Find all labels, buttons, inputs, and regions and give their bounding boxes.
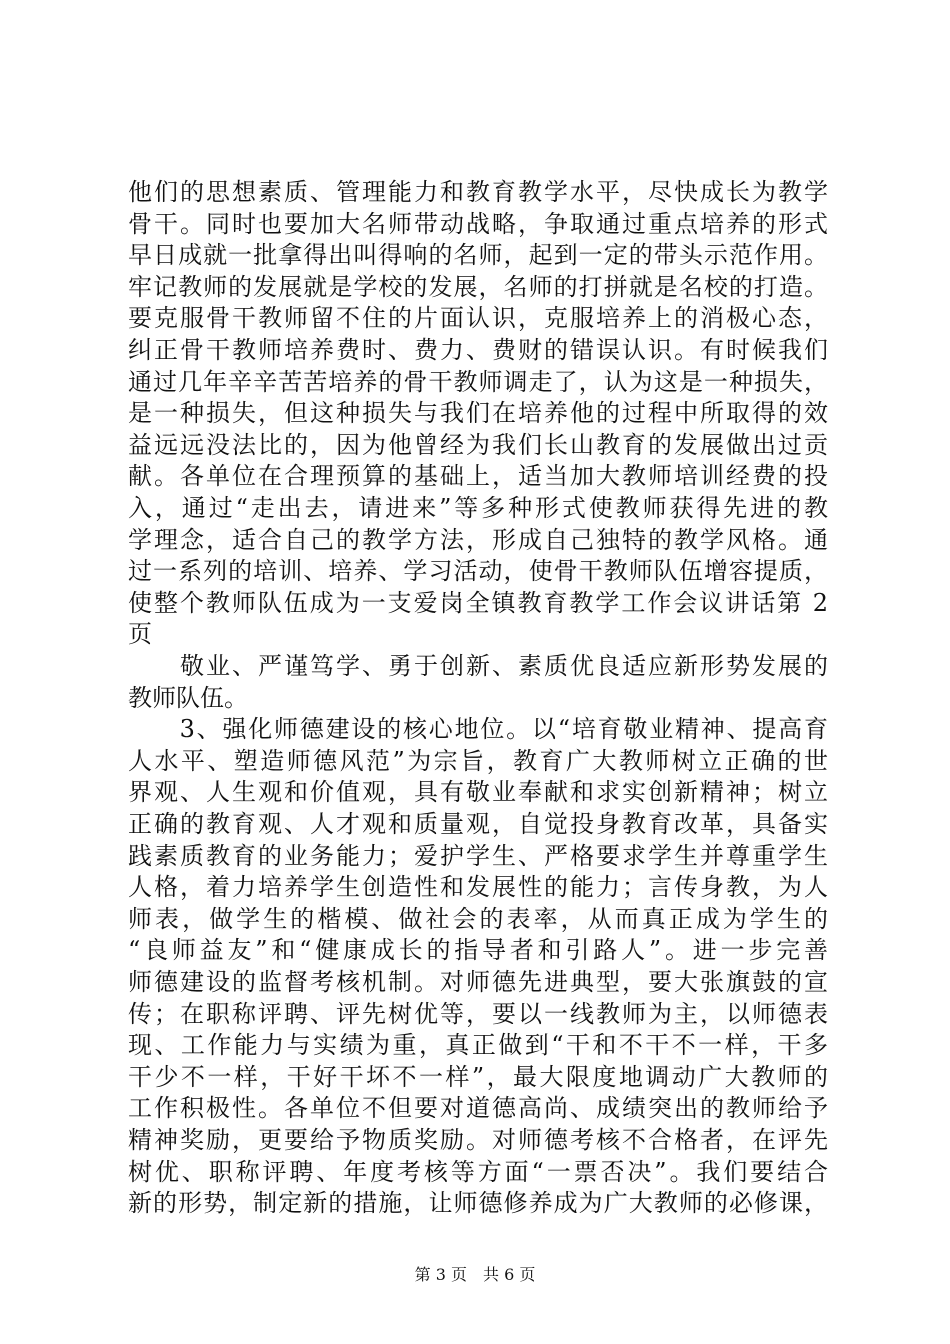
text-line: 早日成就一批拿得出叫得响的名师，起到一定的带头示范作用。	[128, 241, 830, 270]
text-line: 骨干。同时也要加大名师带动战略，争取通过重点培养的形式	[128, 209, 830, 238]
text-line: 人格，着力培养学生创造性和发展性的能力；言传身教，为人	[128, 873, 830, 902]
text-line: 学理念，适合自己的教学方法，形成自己独特的教学风格。通	[128, 525, 830, 554]
text-line: 是一种损失，但这种损失与我们在培养他的过程中所取得的效	[128, 399, 830, 428]
text-line: 干少不一样，干好干坏不一样”，最大限度地调动广大教师的	[128, 1062, 831, 1091]
text-line: 他们的思想素质、管理能力和教育教学水平，尽快成长为教学	[128, 178, 830, 206]
text-line: 师德建设的监督考核机制。对师德先进典型，要大张旗鼓的宣	[128, 968, 830, 996]
text-line: 践素质教育的业务能力；爱护学生、严格要求学生并尊重学生	[128, 841, 830, 870]
text-line: 界观、人生观和价值观，具有敬业奉献和求实创新精神；树立	[128, 778, 830, 807]
text-line: 师表，做学生的楷模、做社会的表率，从而真正成为学生的	[128, 904, 832, 933]
text-line: “良师益友”和“健康成长的指导者和引路人”。进一步完善	[128, 936, 832, 965]
text-line: 要克服骨干教师留不住的片面认识，克服培养上的消极心态，	[128, 304, 830, 333]
text-line: 献。各单位在合理预算的基础上，适当加大教师培训经费的投	[128, 462, 830, 491]
text-line: 工作积极性。各单位不但要对道德高尚、成绩突出的教师给予	[128, 1094, 830, 1123]
text-line: 过一系列的培训、培养、学习活动，使骨干教师队伍增容提质，	[128, 557, 830, 586]
text-line: 入，通过“走出去，请进来”等多种形式使教师获得先进的教	[128, 494, 831, 522]
text-line: 教师队伍。	[128, 683, 248, 712]
text-line: 人水平、塑造师德风范”为宗旨，教育广大教师树立正确的世	[128, 746, 831, 775]
text-line: 正确的教育观、人才观和质量观，自觉投身教育改革，具备实	[128, 810, 830, 838]
text-line: 3、强化师德建设的核心地位。以“培育敬业精神、提高育	[128, 715, 830, 744]
text-line: 新的形势，制定新的措施，让师德修养成为广大教师的必修课，	[128, 1189, 830, 1218]
text-line: 传；在职称评聘、评先树优等，要以一线教师为主，以师德表	[128, 999, 830, 1028]
text-line: 页	[128, 620, 152, 649]
text-line: 现、工作能力与实绩为重，真正做到“干和不干不一样，干多	[128, 1031, 831, 1060]
text-line: 通过几年辛辛苦苦培养的骨干教师调走了，认为这是一种损失，	[128, 367, 830, 396]
text-line: 树优、职称评聘、年度考核等方面“一票否决”。我们要结合	[128, 1157, 831, 1186]
text-line: 牢记教师的发展就是学校的发展，名师的打拼就是名校的打造。	[128, 272, 830, 301]
text-line: 纠正骨干教师培养费时、费力、费财的错误认识。有时候我们	[128, 336, 830, 364]
text-line: 使整个教师队伍成为一支爱岗全镇教育教学工作会议讲话第 2	[128, 588, 830, 617]
page-footer: 第 3 页 共 6 页	[414, 1265, 536, 1284]
text-line: 精神奖励，更要给予物质奖励。对师德考核不合格者，在评先	[128, 1126, 830, 1154]
text-line: 益远远没法比的，因为他曾经为我们长山教育的发展做出过贡	[128, 430, 830, 459]
text-line: 敬业、严谨笃学、勇于创新、素质优良适应新形势发展的	[128, 652, 830, 680]
